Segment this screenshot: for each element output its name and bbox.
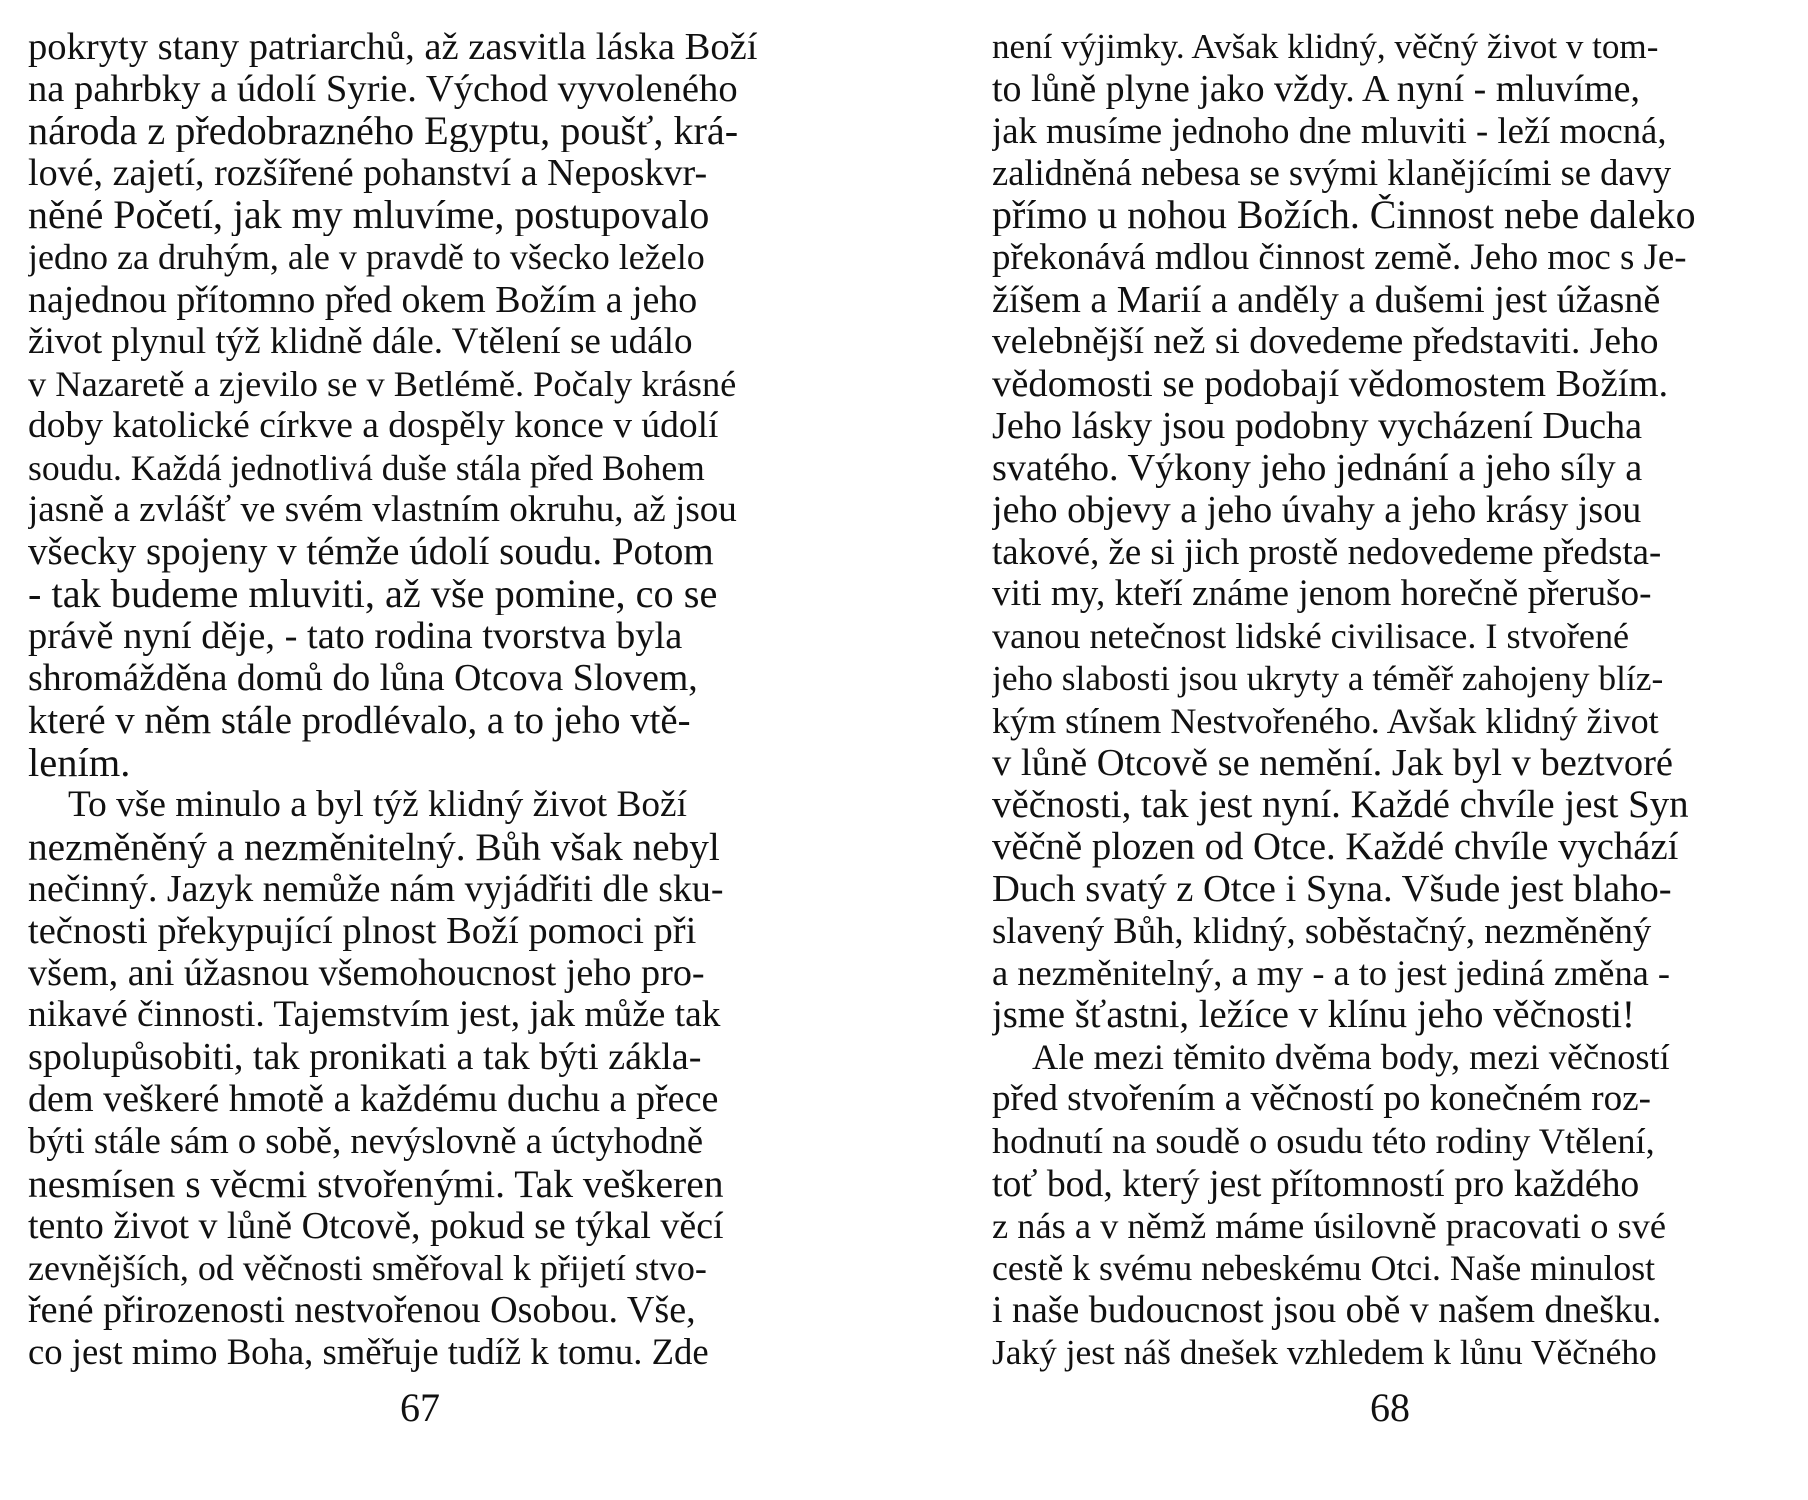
text-line: právě nyní děje, - tato rodina tvorstva byla	[28, 615, 683, 658]
text-line: nečinný. Jazyk nemůže nám vyjádřiti dle sku-	[28, 867, 724, 910]
text-line: přímo u nohou Božích. Činnost nebe daleko	[992, 194, 1696, 237]
text-line: tečnosti překypující plnost Boží pomoci při	[28, 909, 697, 952]
right-page	[992, 26, 1782, 1373]
text-line: v lůně Otcově se nemění. Jak byl v beztvoré	[992, 741, 1674, 784]
text-line: toť bod, který jest přítomností pro každého	[992, 1162, 1640, 1205]
text-line: nezměněný a nezměnitelný. Bůh však nebyl	[28, 825, 720, 868]
text-line: nikavé činnosti. Tajemstvím jest, jak může tak	[28, 994, 721, 1036]
text-line: jak musíme jednoho dne mluviti - leží mocná,	[992, 110, 1667, 152]
text-line: v Nazaretě a zjevilo se v Betlémě. Počaly krásné	[28, 363, 737, 404]
text-line: - tak budeme mluviti, až vše pomine, co se	[28, 573, 718, 616]
text-line: lové, zajetí, rozšířené pohanství a Neposkvr-	[28, 152, 708, 195]
text-line: Jeho lásky jsou podobny vycházení Ducha	[992, 404, 1643, 447]
text-line: něné Početí, jak my mluvíme, postupovalo	[28, 194, 710, 237]
text-line: a nezměnitelný, a my - a to jest jediná změna -	[992, 953, 1671, 994]
page-number-right: 68	[1370, 1385, 1410, 1430]
text-line: jasně a zvlášť ve svém vlastním okruhu, až jsou	[28, 489, 737, 531]
text-line: svatého. Výkony jeho jednání a jeho síly a	[992, 446, 1643, 489]
left-page	[28, 26, 818, 1373]
text-line: překonává mdlou činnost země. Jeho moc s Je-	[992, 236, 1687, 278]
text-line: věčnosti, tak jest nyní. Každé chvíle jest Syn	[992, 783, 1689, 826]
text-line: jeho objevy a jeho úvahy a jeho krásy jsou	[992, 489, 1642, 532]
text-line: žíšem a Marií a anděly a dušemi jest úžasně	[992, 278, 1661, 321]
text-line: cestě k svému nebeskému Otci. Naše minulost	[992, 1247, 1656, 1288]
text-line: Ale mezi těmito dvěma body, mezi věčností	[1032, 1037, 1670, 1078]
text-line: vědomosti se podobají vědomostem Božím.	[992, 362, 1669, 405]
text-line: věčně plozen od Otce. Každé chvíle vychází	[992, 825, 1679, 868]
text-line: Jaký jest náš dnešek vzhledem k lůnu Věčného	[992, 1331, 1657, 1372]
text-line: zalidněná nebesa se svými klanějícími se davy	[992, 152, 1672, 194]
text-line: lením.	[28, 741, 131, 784]
text-line: Duch svatý z Otce i Syna. Všude jest blaho-	[992, 867, 1672, 910]
text-line: slavený Bůh, klidný, soběstačný, nezměněný	[992, 909, 1652, 951]
text-line: takové, že si jich prostě nedovedeme předsta-	[992, 531, 1662, 573]
text-line: najednou přítomno před okem Božím a jeho	[28, 278, 698, 321]
text-line: není výjimky. Avšak klidný, věčný život v tom-	[992, 27, 1659, 66]
text-line: soudu. Každá jednotlivá duše stála před Bohem	[28, 447, 705, 488]
text-line: velebnější než si dovedeme představiti. Jeho	[992, 320, 1659, 362]
text-line: které v něm stále prodlévalo, a to jeho vtě-	[28, 699, 691, 742]
text-line: To vše minulo a byl týž klidný život Boží	[68, 783, 687, 825]
text-line: spolupůsobiti, tak pronikati a tak býti zákla-	[28, 1036, 702, 1079]
text-line: život plynul týž klidně dále. Vtělení se událo	[28, 320, 693, 362]
text-line: vanou netečnost lidské civilisace. I stvořené	[992, 616, 1630, 657]
text-line: i naše budoucnost jsou obě v našem dnešku.	[992, 1288, 1662, 1331]
text-line: doby katolické církve a dospěly konce v údolí	[28, 404, 719, 446]
text-line: řené přirozenosti nestvořenou Osobou. Vše,	[28, 1288, 696, 1331]
text-line: pokryty stany patriarchů, až zasvitla láska Boží	[28, 26, 758, 68]
text-line: hodnutí na soudě o osudu této rodiny Vtělení,	[992, 1121, 1655, 1162]
text-line: z nás a v němž máme úsilovně pracovati o své	[992, 1205, 1667, 1246]
text-line: shromážděna domů do lůna Otcova Slovem,	[28, 657, 698, 700]
text-line: kým stínem Nestvořeného. Avšak klidný život	[992, 700, 1659, 741]
text-line: jeho slabosti jsou ukryty a téměř zahojeny blíz-	[992, 658, 1664, 699]
text-line: jedno za druhým, ale v pravdě to všecko leželo	[28, 237, 705, 278]
text-line: co jest mimo Boha, směřuje tudíž k tomu. Zde	[28, 1330, 709, 1372]
text-line: zevnějších, od věčnosti směřoval k přijetí stvo-	[28, 1247, 707, 1288]
text-line: nesmísen s věcmi stvořenými. Tak veškeren	[28, 1162, 724, 1205]
text-line: tento život v lůně Otcově, pokud se týkal věcí	[28, 1204, 724, 1247]
text-line: to lůně plyne jako vždy. A nyní - mluvíme,	[992, 68, 1640, 111]
text-line: jsme šťastni, ležíce v klínu jeho věčnosti!	[992, 994, 1635, 1037]
text-line: viti my, kteří známe jenom horečně přerušo-	[992, 573, 1652, 615]
text-line: všecky spojeny v témže údolí soudu. Potom	[28, 531, 714, 574]
text-line: národa z předobrazného Egyptu, poušť, krá-	[28, 110, 739, 153]
text-line: býti stále sám o sobě, nevýslovně a úctyhodně	[28, 1120, 704, 1162]
text-line: všem, ani úžasnou všemohoucnost jeho pro-	[28, 952, 705, 995]
page-number-left: 67	[400, 1385, 440, 1430]
text-line: před stvořením a věčností po konečném roz-	[992, 1078, 1651, 1120]
text-line: na pahrbky a údolí Syrie. Východ vyvoleného	[28, 68, 738, 111]
text-line: dem veškeré hmotě a každému duchu a přece	[28, 1078, 719, 1121]
